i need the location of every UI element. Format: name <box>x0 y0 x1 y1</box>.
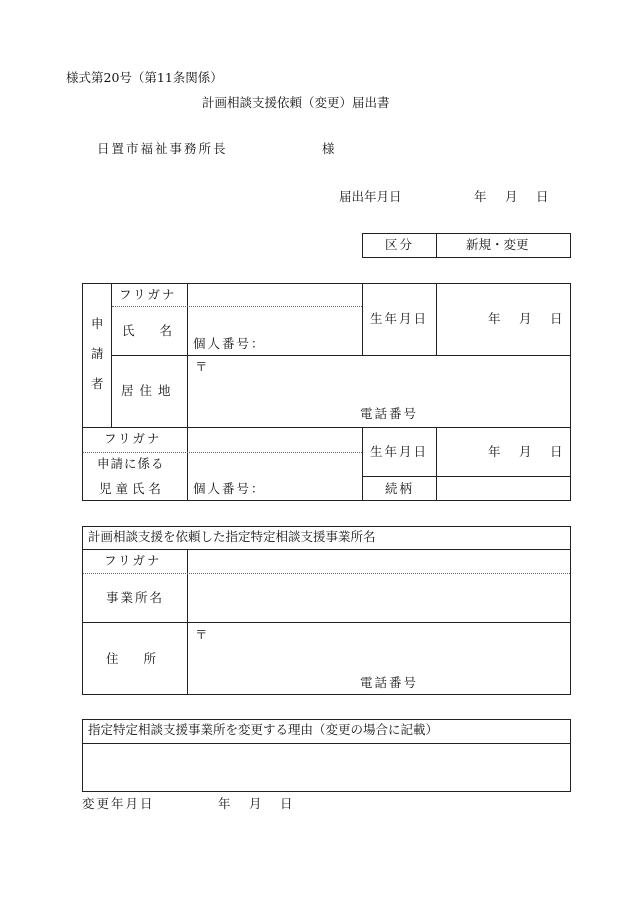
applicant-name-label: 氏 名 <box>122 323 173 338</box>
honorific: 様 <box>322 141 335 156</box>
category-label: 区分 <box>385 237 415 252</box>
office-furigana-label: フリガナ <box>104 553 162 568</box>
applicant-name-field[interactable] <box>190 309 360 331</box>
applicant-birth-label: 生年月日 <box>370 311 429 326</box>
notify-date-label: 届出年月日 <box>339 189 402 204</box>
change-date-value[interactable]: 年 月 日 <box>218 796 296 811</box>
child-furigana-label: フリガナ <box>104 431 162 446</box>
applicant-furigana-label: フリガナ <box>119 287 177 302</box>
change-date-label: 変更年月日 <box>82 796 155 811</box>
reason-heading: 指定特定相談支援事業所を変更する理由（変更の場合に記載） <box>88 722 439 737</box>
reason-field[interactable] <box>85 746 567 788</box>
office-name-field[interactable] <box>190 577 568 619</box>
office-address-field[interactable] <box>210 628 565 668</box>
office-furigana-field[interactable] <box>190 552 568 571</box>
child-personal-number-label: 個人番号： <box>193 481 266 496</box>
office-address-label: 住 所 <box>106 651 157 666</box>
applicant-postal-mark: 〒 <box>195 359 208 374</box>
applicant-side-label-3: 者 <box>91 376 104 391</box>
applicant-side-label-2: 請 <box>91 346 104 361</box>
form-number: 様式第20号（第11条関係） <box>66 70 223 85</box>
applicant-birth-value[interactable]: 年 月 日 <box>488 311 566 326</box>
applicant-personal-number-label: 個人番号： <box>193 336 266 351</box>
office-phone-label: 電話番号 <box>360 675 419 690</box>
applicant-phone-label: 電話番号 <box>360 406 419 421</box>
child-birth-value[interactable]: 年 月 日 <box>488 444 566 459</box>
applicant-side-label-1: 申 <box>91 316 104 331</box>
applicant-address-label: 居 住 地 <box>121 383 172 398</box>
applicant-furigana-field[interactable] <box>190 286 360 304</box>
office-heading: 計画相談支援を依頼した指定特定相談支援事業所名 <box>88 529 376 544</box>
child-relation-field[interactable] <box>440 479 568 498</box>
office-name-label: 事業所名 <box>106 590 165 605</box>
child-furigana-field[interactable] <box>190 430 360 450</box>
category-value[interactable]: 新規・変更 <box>466 237 529 252</box>
office-postal-mark: 〒 <box>195 627 208 642</box>
child-label-line2: 児 童 氏 名 <box>99 481 161 496</box>
child-relation-label: 続柄 <box>385 481 415 496</box>
form-title: 計画相談支援依頼（変更）届出書 <box>202 95 390 110</box>
addressee: 日置市福祉事務所長 <box>97 141 228 156</box>
applicant-address-field[interactable] <box>210 360 565 400</box>
child-birth-label: 生年月日 <box>370 444 429 459</box>
notify-date-value[interactable]: 年 月 日 <box>474 189 552 204</box>
child-label-line1: 申請に係る <box>97 456 165 471</box>
